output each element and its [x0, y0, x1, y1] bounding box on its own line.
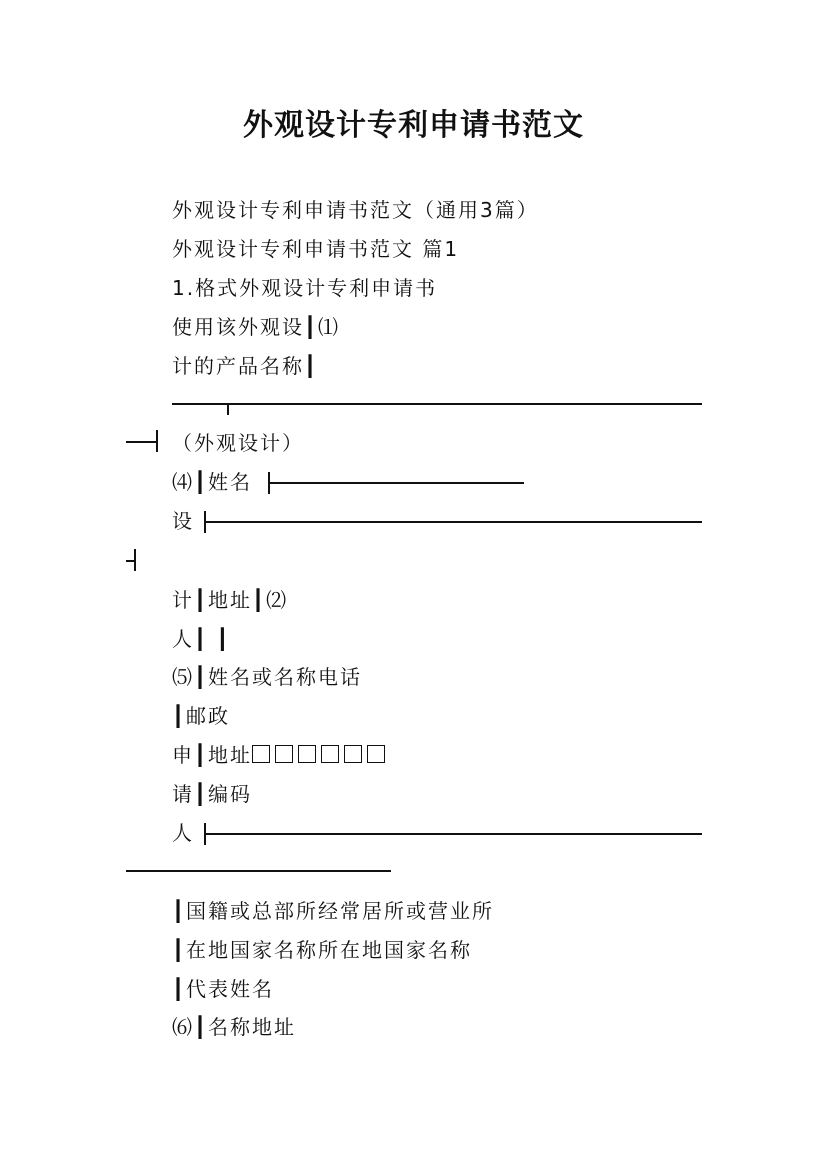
table-rule	[204, 521, 702, 523]
table-tick	[134, 549, 136, 571]
table-rule	[126, 870, 391, 872]
box	[298, 745, 316, 763]
text-line: 请┃编码	[172, 782, 253, 806]
text-line: 人	[172, 821, 194, 845]
text-line: 人┃ ┃	[172, 627, 231, 651]
text-line: ┃在地国家名称所在地国家名称	[172, 938, 473, 962]
document-title: 外观设计专利申请书范文	[243, 108, 584, 143]
text-line: 1.格式外观设计专利申请书	[172, 276, 438, 300]
text-line	[172, 743, 390, 767]
text-line: ⑹┃名称地址	[172, 1015, 297, 1039]
postal-code-boxes	[252, 743, 390, 767]
table-rule	[268, 482, 524, 484]
text-line: ┃国籍或总部所经常居所或营业所	[172, 899, 495, 923]
text-line: 计┃地址┃⑵	[172, 588, 289, 612]
text-line: 外观设计专利申请书范文 篇1	[172, 237, 460, 261]
text-line: ┃邮政	[172, 704, 231, 728]
box	[321, 745, 339, 763]
text-line: 计的产品名称┃	[172, 354, 319, 378]
box	[252, 745, 270, 763]
text-line: 外观设计专利申请书范文（通用3篇）	[172, 198, 539, 222]
table-tick	[227, 403, 229, 415]
box	[344, 745, 362, 763]
text-line: ⑸┃姓名或名称电话	[172, 665, 363, 689]
table-rule	[172, 403, 702, 405]
text-line: ⑷┃姓名	[172, 470, 253, 494]
box	[367, 745, 385, 763]
table-rule	[204, 833, 702, 835]
text-line: （外观设计）	[172, 431, 304, 455]
text-line: ┃代表姓名	[172, 977, 275, 1001]
table-rule	[126, 560, 134, 562]
table-rule	[126, 441, 156, 443]
address-label: 申┃地址	[172, 743, 253, 767]
table-tick	[156, 430, 158, 452]
text-line: 使用该外观设┃⑴	[172, 315, 341, 339]
box	[275, 745, 293, 763]
text-line: 设	[172, 509, 194, 533]
